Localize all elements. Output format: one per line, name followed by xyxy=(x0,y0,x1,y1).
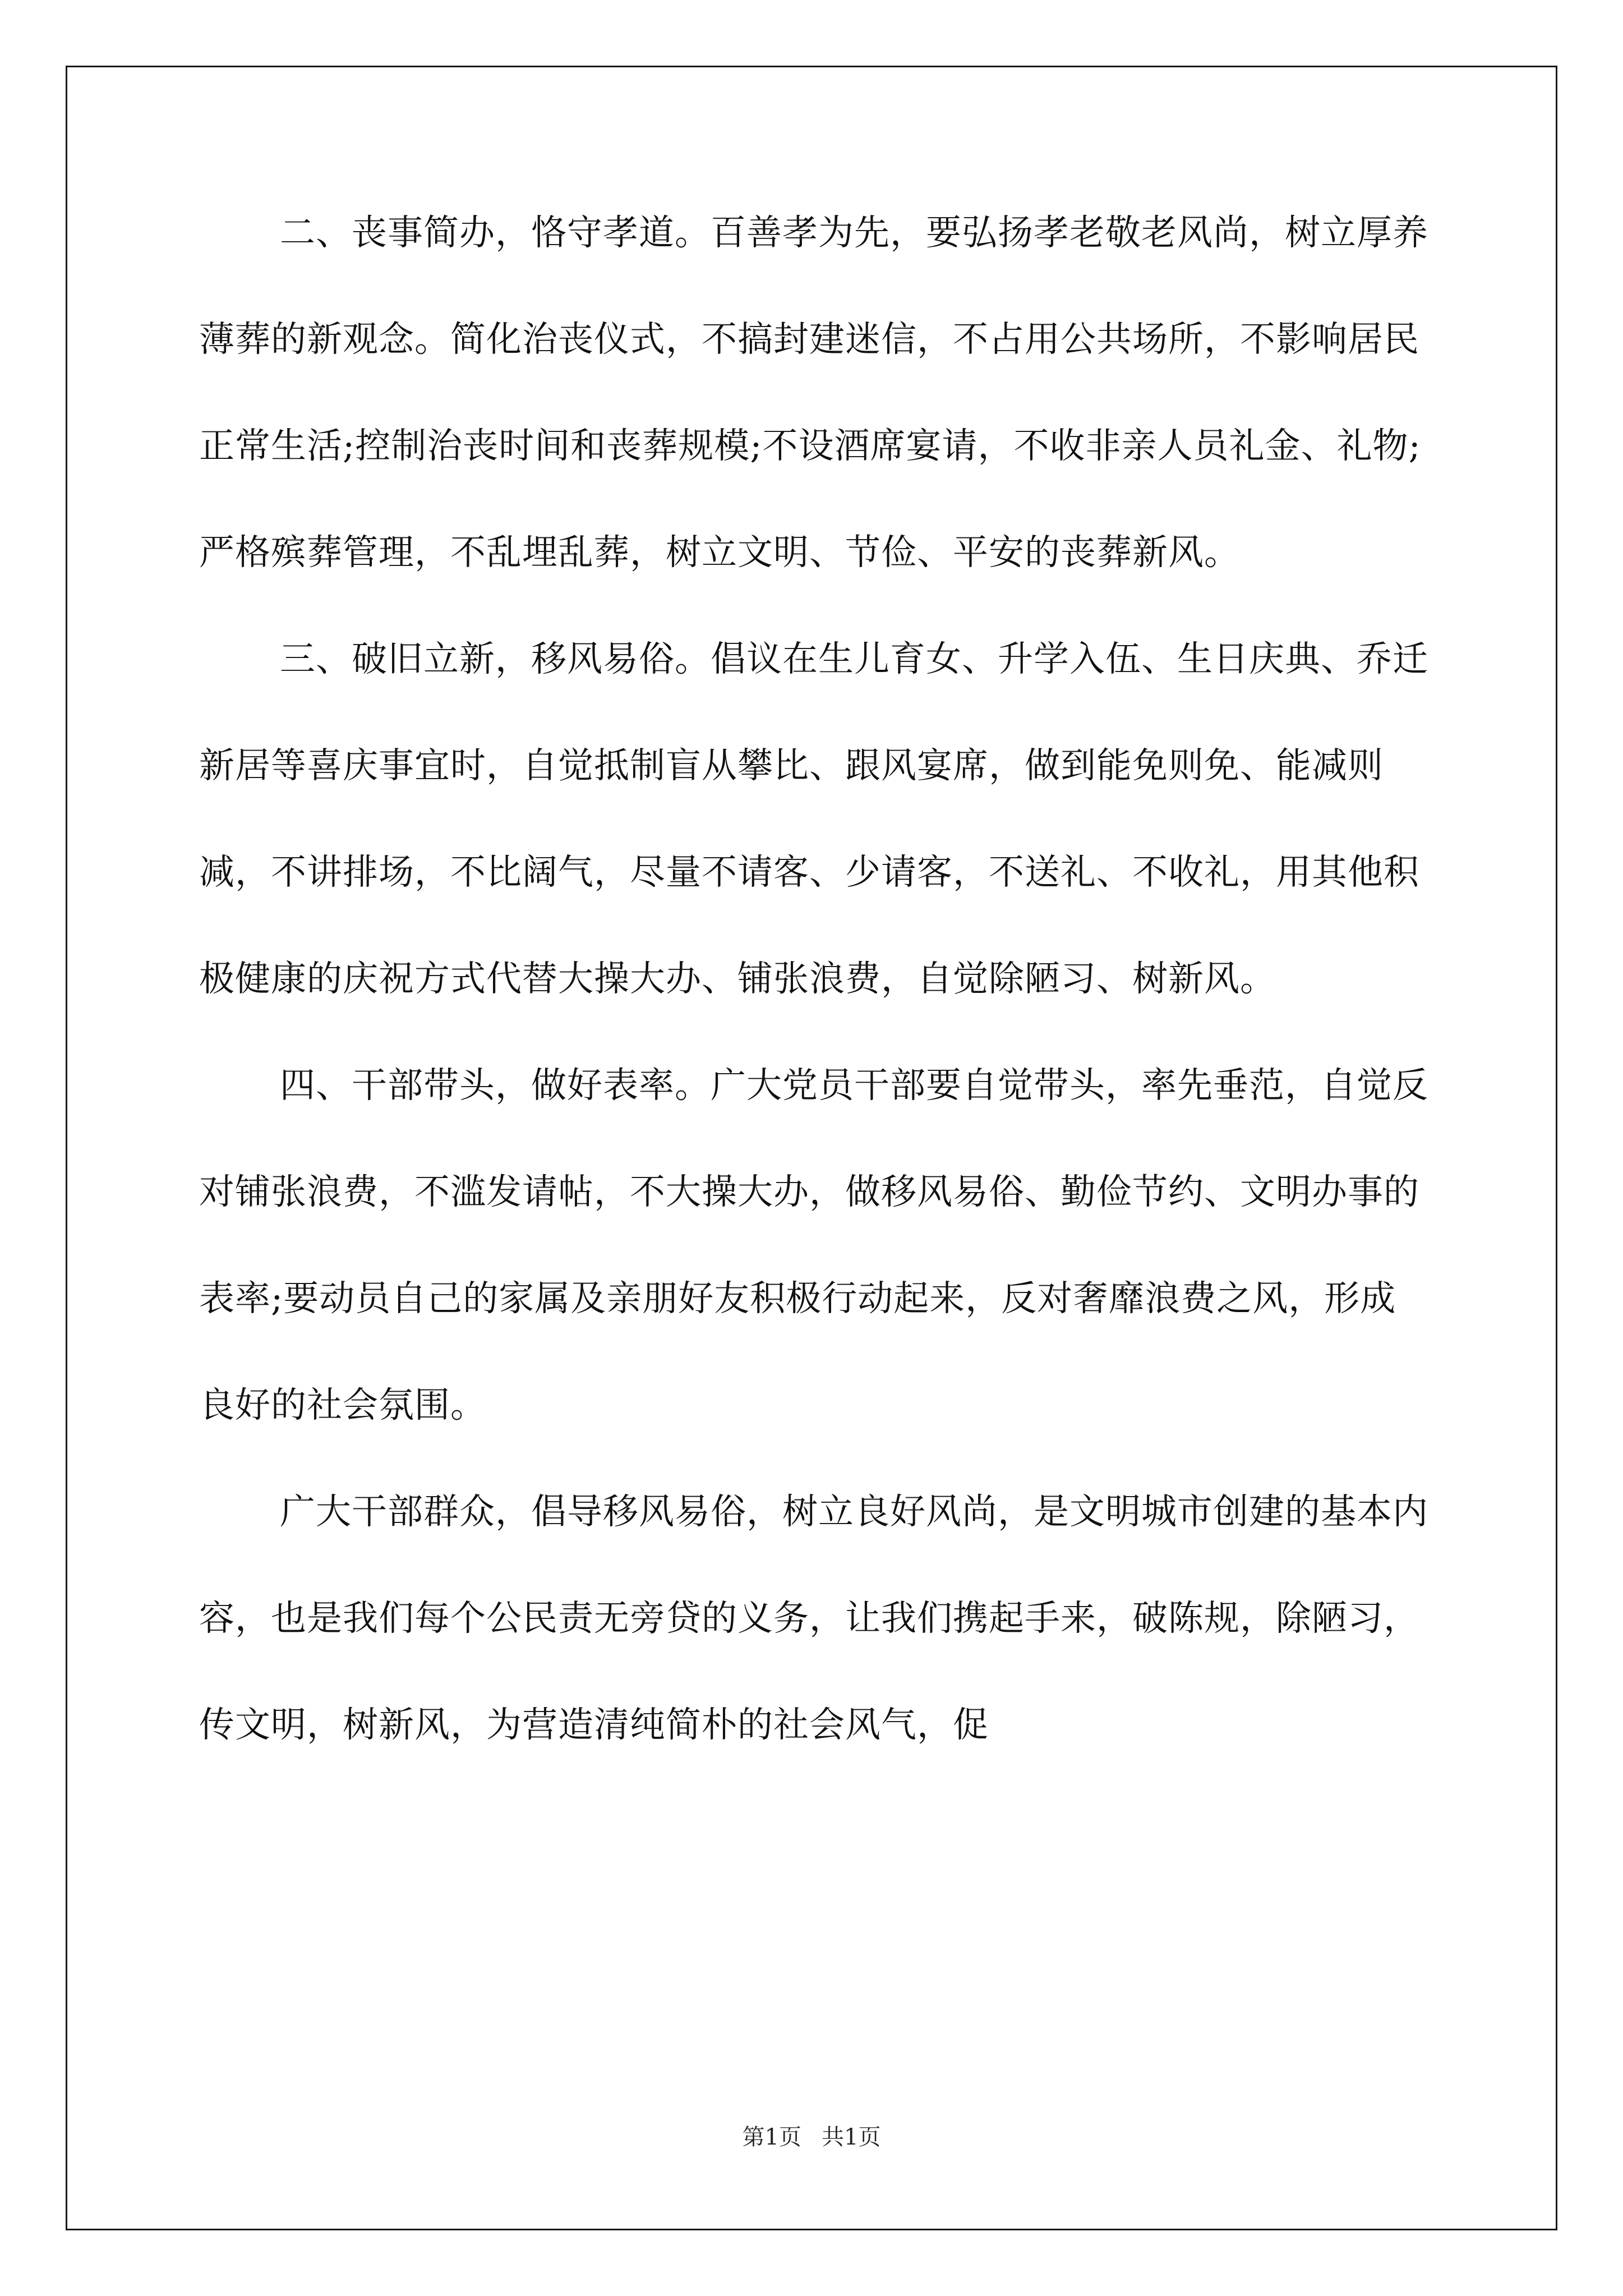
paragraph-funeral: 二、丧事简办，恪守孝道。百善孝为先，要弘扬孝老敬老风尚，树立厚养薄葬的新观念。简化治丧仪式，不搞封建迷信，不占用公共场所，不影响居民正常生活;控制治丧时间和丧葬规模;不设酒席宴请，不收非亲人员礼金、礼物;严格殡葬管理，不乱埋乱葬，树立文明、节俭、平安的丧葬新风。 xyxy=(199,212,1428,573)
document-body xyxy=(199,180,1430,1778)
paragraph-cadres: 四、干部带头，做好表率。广大党员干部要自觉带头，率先垂范，自觉反对铺张浪费，不滥发请帖，不大操大办，做移风易俗、勤俭节约、文明办事的表率;要动员自己的家属及亲朋好友积极行动起来，反对奢靡浪费之风，形成良好的社会氛围。 xyxy=(199,1065,1428,1425)
paragraph-customs: 三、破旧立新，移风易俗。倡议在生儿育女、升学入伍、生日庆典、乔迁新居等喜庆事宜时，自觉抵制盲从攀比、跟风宴席，做到能免则免、能减则减，不讲排场，不比阔气，尽量不请客、少请客，不送礼、不收礼，用其他积极健康的庆祝方式代替大操大办、铺张浪费，自觉除陋习、树新风。 xyxy=(199,638,1428,999)
paragraph-conclusion: 广大干部群众，倡导移风易俗，树立良好风尚，是文明城市创建的基本内容，也是我们每个公民责无旁贷的义务，让我们携起手来，破陈规，除陋习，传文明，树新风，为营造清纯简朴的社会风气，促 xyxy=(199,1491,1428,1745)
page-number: 第1页 xyxy=(742,2124,801,2150)
page-footer xyxy=(0,2123,1623,2151)
page-total: 共1页 xyxy=(822,2124,881,2150)
